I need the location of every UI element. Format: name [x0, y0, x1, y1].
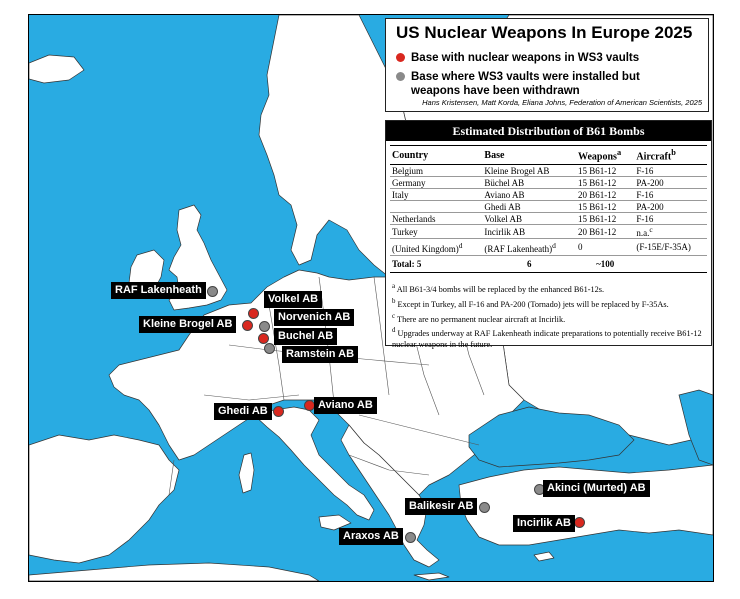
table-row [390, 213, 707, 225]
table-title: Estimated Distribution of B61 Bombs [386, 121, 711, 141]
table-cell: F-16 [634, 165, 707, 177]
footnote-marker: d [458, 240, 463, 250]
table-cell: F-16 [634, 189, 707, 201]
table-cell: Italy [390, 189, 482, 201]
marker-kleine-brogel-ab[interactable] [242, 320, 253, 331]
marker-norvenich-ab[interactable] [259, 321, 270, 332]
table-cell: 15 B61-12 [576, 201, 634, 213]
header-base: Base [482, 146, 576, 165]
table-cell: Volkel AB [482, 213, 576, 225]
table-row [390, 177, 707, 189]
header-weapons: Weapons$^a$ [576, 146, 634, 165]
legend-item-withdrawn [396, 71, 640, 83]
table-cell: Ghedi AB [482, 201, 576, 213]
table-cell: 6 [482, 256, 576, 273]
table-cell [634, 256, 707, 273]
footnote: $^d$ Upgrades underway at RAF Lakenheath indicate preparations to potentially receive B61-12 nuclear weapons in the future. [392, 327, 702, 350]
label-buchel-ab: Buchel AB [274, 328, 337, 345]
label-araxos-ab: Araxos AB [339, 528, 403, 545]
table-cell: Aviano AB [482, 189, 576, 201]
label-kleine-brogel-ab: Kleine Brogel AB [139, 316, 236, 333]
marker-ramstein-ab[interactable] [264, 343, 275, 354]
table-cell: Belgium [390, 165, 482, 177]
table-cell: (United Kingdom)$^d$ [390, 239, 482, 256]
table-cell: n.a.$^c$ [634, 225, 707, 239]
land-crete [414, 573, 449, 580]
table-row [390, 225, 707, 239]
footnote: $^b$ Except in Turkey, all F-16 and PA-200 (Tornado) jets will be replaced by F-35As. [392, 297, 669, 309]
marker-volkel-ab[interactable] [248, 308, 259, 319]
table-row [390, 165, 707, 177]
table-cell: 20 B61-12 [576, 189, 634, 201]
table-cell: Incirlik AB [482, 225, 576, 239]
land-cyprus [534, 552, 554, 561]
table-cell [390, 201, 482, 213]
label-ghedi-ab: Ghedi AB [214, 403, 272, 420]
label-incirlik-ab: Incirlik AB [513, 515, 575, 532]
marker-araxos-ab[interactable] [405, 532, 416, 543]
land-sardinia [239, 453, 254, 493]
land-turkey [459, 465, 713, 545]
legend-item-withdrawn-line2 [411, 85, 580, 97]
table-row-uk [390, 239, 707, 256]
label-akinci-ab: Akinci (Murted) AB [543, 480, 650, 497]
table-cell: PA-200 [634, 201, 707, 213]
table-cell: (RAF Lakenheath)$^d$ [482, 239, 576, 256]
land-africa [29, 563, 319, 581]
table-cell: 15 B61-12 [576, 177, 634, 189]
table-cell: PA-200 [634, 177, 707, 189]
table-cell: Total: 5 [390, 256, 482, 273]
legend-label-withdrawn-1: Base where WS3 vaults were installed but [411, 71, 640, 83]
label-balikesir-ab: Balikesir AB [405, 498, 477, 515]
footnote-marker: d [552, 240, 556, 250]
footnote: $^c$ There are no permanent nuclear aircraft at Incirlik. [392, 312, 566, 324]
table-row [390, 201, 707, 213]
b61-table-box [385, 120, 712, 350]
land-iceland [29, 55, 84, 83]
label-ramstein-ab: Ramstein AB [282, 346, 358, 363]
marker-raf-lakenheath[interactable] [207, 286, 218, 297]
red-dot-icon [396, 53, 405, 62]
legend-box [385, 18, 709, 112]
marker-incirlik-ab[interactable] [574, 517, 585, 528]
table-header-row [390, 146, 707, 165]
header-country: Country [390, 146, 482, 165]
table-cell: Büchel AB [482, 177, 576, 189]
table-cell: 15 B61-12 [576, 165, 634, 177]
table-cell: 0 [576, 239, 634, 256]
table-notes [392, 281, 704, 351]
table-row [390, 189, 707, 201]
label-volkel-ab: Volkel AB [264, 291, 322, 308]
legend-label-active: Base with nuclear weapons in WS3 vaults [411, 52, 640, 64]
label-aviano-ab: Aviano AB [314, 397, 377, 414]
table-cell: 15 B61-12 [576, 213, 634, 225]
table-cell: (F-15E/F-35A) [634, 239, 707, 256]
footnote-marker: c [649, 225, 653, 234]
table-cell: ~100 [576, 256, 634, 273]
legend-label-withdrawn-2: weapons have been withdrawn [411, 85, 580, 97]
table-cell: 20 B61-12 [576, 225, 634, 239]
credit-line: Hans Kristensen, Matt Korda, Eliana Johns, Federation of American Scientists, 2025 [422, 98, 702, 107]
footnote: $^a$ All B61-3/4 bombs will be replaced by the enhanced B61-12s. [392, 283, 605, 294]
legend-item-active [396, 52, 639, 64]
marker-ghedi-ab[interactable] [273, 406, 284, 417]
table-cell: Turkey [390, 225, 482, 239]
b61-distribution-table [390, 145, 707, 273]
label-norvenich-ab: Norvenich AB [274, 309, 354, 326]
label-raf-lakenheath: RAF Lakenheath [111, 282, 206, 299]
land-iberia [29, 435, 179, 563]
table-row-total [390, 256, 707, 273]
table-cell: Germany [390, 177, 482, 189]
table-cell: Netherlands [390, 213, 482, 225]
map-title: US Nuclear Weapons In Europe 2025 [396, 23, 693, 42]
header-aircraft: Aircraft$^b$ [634, 146, 707, 165]
gray-dot-icon [396, 72, 405, 81]
table-cell: F-16 [634, 213, 707, 225]
marker-balikesir-ab[interactable] [479, 502, 490, 513]
table-cell: Kleine Brogel AB [482, 165, 576, 177]
